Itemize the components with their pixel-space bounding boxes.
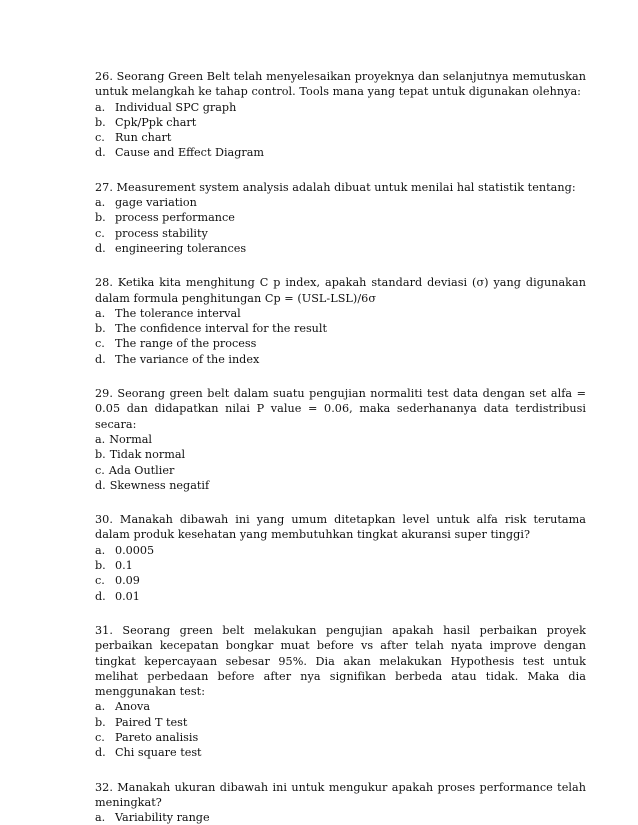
option-letter: c. <box>95 463 105 477</box>
question-4 <box>95 386 586 493</box>
answer-option <box>95 558 586 573</box>
answer-option <box>95 447 586 462</box>
answer-option <box>95 730 586 745</box>
option-letter: a. <box>95 100 106 114</box>
option-letter: c. <box>95 226 105 240</box>
answer-option <box>95 306 586 321</box>
option-text: Normal <box>109 432 152 446</box>
answer-option <box>95 715 586 730</box>
question-list <box>95 69 586 825</box>
answer-option <box>95 241 586 256</box>
option-text: The range of the process <box>115 337 257 351</box>
answer-option <box>95 745 586 760</box>
answer-option <box>95 210 586 225</box>
answer-option <box>95 478 586 493</box>
option-text: 0.0005 <box>115 543 155 557</box>
question-2 <box>95 180 586 256</box>
option-text: Ada Outlier <box>108 463 175 477</box>
option-letter: a. <box>95 432 106 446</box>
option-text: 0.01 <box>115 589 140 603</box>
answer-option <box>95 810 586 825</box>
answer-options <box>95 100 586 161</box>
option-letter: c. <box>95 337 105 351</box>
option-letter: d. <box>95 352 106 366</box>
answer-option <box>95 100 586 115</box>
answer-option <box>95 352 586 367</box>
question-text: 29. Seorang green belt dalam suatu pengujian normaliti test data dengan set alfa = 0.05 dan didapatkan nilai P value = 0.06, maka sederhananya data terdistribusi secara: <box>95 387 586 431</box>
answer-option <box>95 145 586 160</box>
option-text: Pareto analisis <box>115 730 199 744</box>
option-letter: c. <box>95 574 105 588</box>
option-letter: b. <box>95 448 106 462</box>
option-letter: b. <box>95 715 106 729</box>
option-letter: b. <box>95 322 106 336</box>
option-text: process stability <box>115 226 208 240</box>
option-letter: d. <box>95 478 106 492</box>
question-7 <box>95 780 586 825</box>
option-letter: c. <box>95 131 105 145</box>
option-text: The confidence interval for the result <box>115 322 327 336</box>
answer-option <box>95 432 586 447</box>
option-text: Run chart <box>115 131 172 145</box>
answer-options <box>95 810 586 825</box>
answer-options <box>95 543 586 604</box>
answer-option <box>95 543 586 558</box>
question-text: 28. Ketika kita menghitung C p index, apakah standard deviasi (σ) yang digunakan dalam formula penghitungan Cp = (USL-LSL)/6σ <box>95 276 586 305</box>
question-text: 31. Seorang green belt melakukan pengujian apakah hasil perbaikan proyek perbaikan kecepatan bongkar muat before vs after telah nyata improve dengan tingkat kepercayaan sebesar 95%. Dia akan melakukan Hypothesis test untuk melihat perbedaan before after nya signifikan berbeda atau tidak. Maka dia menggunakan test: <box>95 623 586 699</box>
question-text: 27. Measurement system analysis adalah dibuat untuk menilai hal statistik tentang: <box>95 180 576 194</box>
option-letter: a. <box>95 811 106 825</box>
answer-option <box>95 115 586 130</box>
option-text: Variability range <box>115 811 210 825</box>
answer-option <box>95 336 586 351</box>
question-1 <box>95 69 586 161</box>
answer-options <box>95 432 586 493</box>
option-text: Tidak normal <box>109 448 186 462</box>
question-text: 26. Seorang Green Belt telah menyelesaikan proyeknya dan selanjutnya memutuskan untuk melangkah ke tahap control. Tools mana yang tepat untuk digunakan olehnya: <box>95 70 586 99</box>
option-text: engineering tolerances <box>115 241 247 255</box>
option-letter: a. <box>95 306 106 320</box>
answer-option <box>95 226 586 241</box>
option-letter: b. <box>95 115 106 129</box>
answer-option <box>95 463 586 478</box>
option-text: Paired T test <box>115 715 188 729</box>
option-text: The variance of the index <box>115 352 260 366</box>
answer-options <box>95 306 586 367</box>
option-letter: a. <box>95 543 106 557</box>
option-text: Chi square test <box>115 746 202 760</box>
option-text: process performance <box>115 211 235 225</box>
option-letter: c. <box>95 730 105 744</box>
answer-options <box>95 699 586 760</box>
answer-option <box>95 699 586 714</box>
option-letter: a. <box>95 700 106 714</box>
option-letter: d. <box>95 589 106 603</box>
option-text: Cause and Effect Diagram <box>115 146 265 160</box>
option-letter: d. <box>95 146 106 160</box>
option-letter: a. <box>95 196 106 210</box>
question-text: 32. Manakah ukuran dibawah ini untuk mengukur apakah proses performance telah meningkat? <box>95 780 586 809</box>
option-letter: b. <box>95 559 106 573</box>
option-text: Cpk/Ppk chart <box>115 115 197 129</box>
option-letter: d. <box>95 241 106 255</box>
option-text: 0.09 <box>115 574 140 588</box>
answer-option <box>95 321 586 336</box>
question-3 <box>95 275 586 367</box>
option-text: Anova <box>115 700 151 714</box>
question-5 <box>95 512 586 604</box>
answer-option <box>95 130 586 145</box>
answer-option <box>95 589 586 604</box>
option-letter: d. <box>95 746 106 760</box>
answer-option <box>95 573 586 588</box>
option-text: The tolerance interval <box>115 306 241 320</box>
question-6 <box>95 623 586 761</box>
answer-options <box>95 195 586 256</box>
question-text: 30. Manakah dibawah ini yang umum ditetapkan level untuk alfa risk terutama dalam produk kesehatan yang membutuhkan tingkat akuransi super tinggi? <box>95 513 586 542</box>
option-text: Skewness negatif <box>109 478 210 492</box>
answer-option <box>95 195 586 210</box>
option-text: gage variation <box>115 196 197 210</box>
option-text: Individual SPC graph <box>115 100 237 114</box>
option-letter: b. <box>95 211 106 225</box>
option-text: 0.1 <box>115 559 133 573</box>
